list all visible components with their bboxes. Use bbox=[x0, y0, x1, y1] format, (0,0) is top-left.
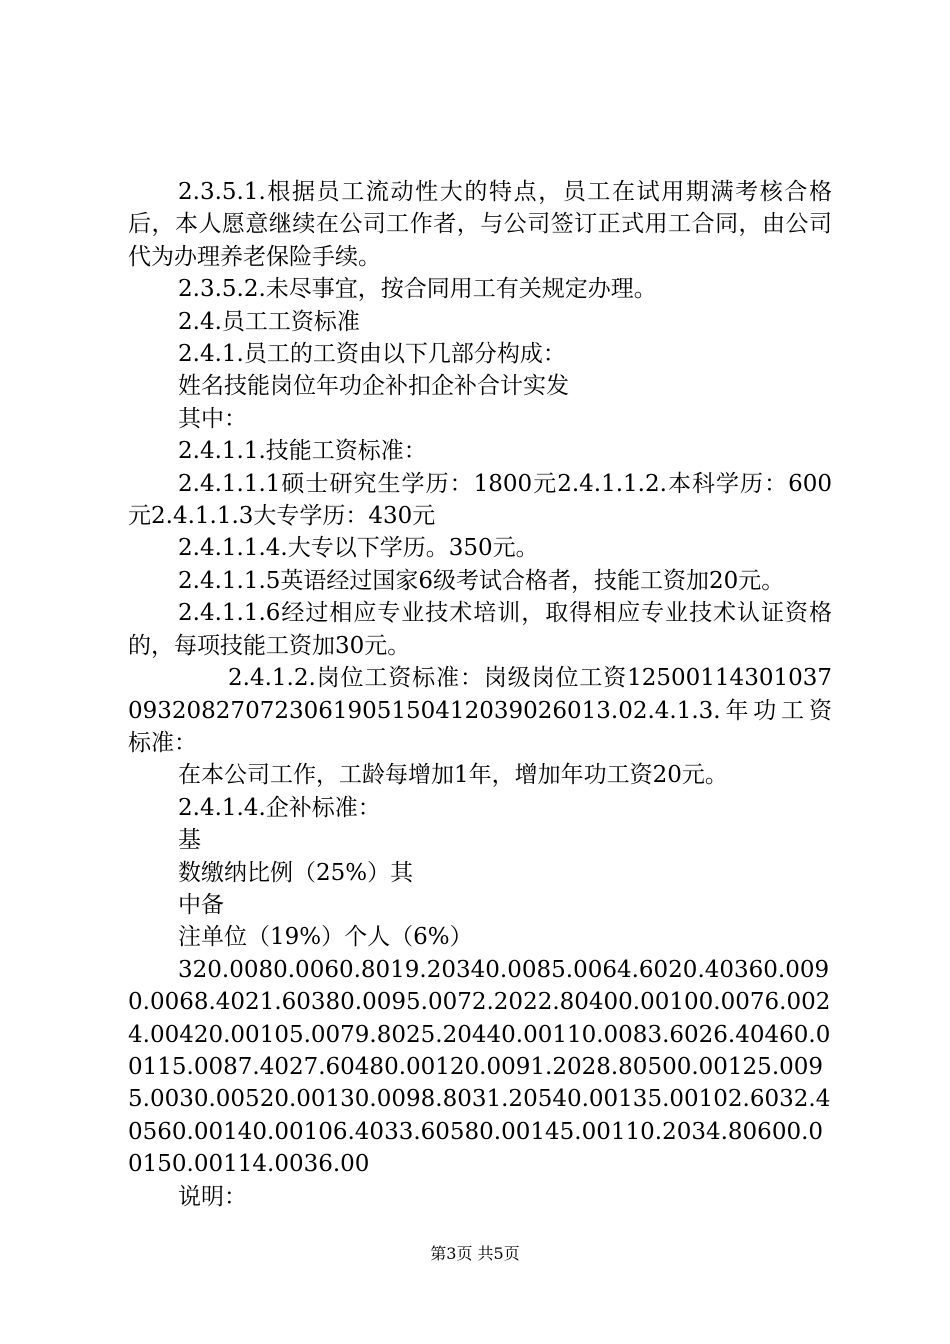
table-fragment-unit-personal: 注单位（19%）个人（6%） bbox=[178, 924, 473, 951]
paragraph-seniority-rule: 在本公司工作，工龄每增加1年，增加年功工资20元。 bbox=[178, 762, 728, 789]
paragraph-2-3-5-1: 2.3.5.1.根据员工流动性大的特点，员工在试用期满考核合格后，本人愿意继续在公司工作者，与公司签订正式用工合同，由公司代为办理养老保险手续。 bbox=[128, 179, 832, 270]
page-footer: 第3页 共5页 bbox=[430, 1244, 520, 1263]
paragraph-2-4-1-1: 2.4.1.1.技能工资标准： bbox=[178, 438, 427, 465]
paragraph-2-4-1-2: 2.4.1.2.岗位工资标准：岗级岗位工资12500114301037093208270723061905150412039026013.02.4.1.3.年功工资标准： bbox=[128, 665, 832, 756]
table-fragment-remark: 中备 bbox=[178, 891, 224, 918]
paragraph-degree-wages: 2.4.1.1.1硕士研究生学历：1800元2.4.1.1.2.本科学历：600元2.4.1.1.3大专学历：430元 bbox=[128, 470, 832, 530]
salary-components-line: 姓名技能岗位年功企补扣企补合计实发 bbox=[178, 373, 569, 400]
paragraph-notes: 说明： bbox=[178, 1183, 247, 1210]
table-values-block: 320.0080.0060.8019.20340.0085.0064.6020.40360.0090.0068.4021.60380.0095.0072.2022.80400.00100.0076.0024.00420.00105.0079.8025.20440.00110.0083.6026.40460.00115.0087.4027.60480.00120.0091.2028.80500.00125.0095.0030.00520.00130.0098.8031.20540.00135.00102.6032.40560.00140.00106.4033.60580.00145.00110.2034.80600.00150.00114.0036.00 bbox=[128, 956, 831, 1178]
paragraph-2-4-1: 2.4.1.员工的工资由以下几部分构成： bbox=[178, 341, 566, 368]
document-body bbox=[128, 176, 832, 1213]
table-fragment-ratio: 数缴纳比例（25%）其 bbox=[178, 859, 414, 886]
section-heading-2-4: 2.4.员工工资标准 bbox=[178, 308, 360, 335]
paragraph-2-4-1-1-6: 2.4.1.1.6经过相应专业技术培训，取得相应专业技术认证资格的，每项技能工资加30元。 bbox=[128, 600, 832, 659]
paragraph-2-4-1-1-5: 2.4.1.1.5英语经过国家6级考试合格者，技能工资加20元。 bbox=[178, 567, 785, 594]
paragraph-2-4-1-1-4: 2.4.1.1.4.大专以下学历。350元。 bbox=[178, 535, 539, 562]
table-fragment-base: 基 bbox=[178, 827, 201, 854]
paragraph-2-4-1-4: 2.4.1.4.企补标准： bbox=[178, 794, 381, 821]
paragraph-among-them: 其中： bbox=[178, 405, 247, 432]
paragraph-2-3-5-2: 2.3.5.2.未尽事宜，按合同用工有关规定办理。 bbox=[178, 276, 657, 303]
